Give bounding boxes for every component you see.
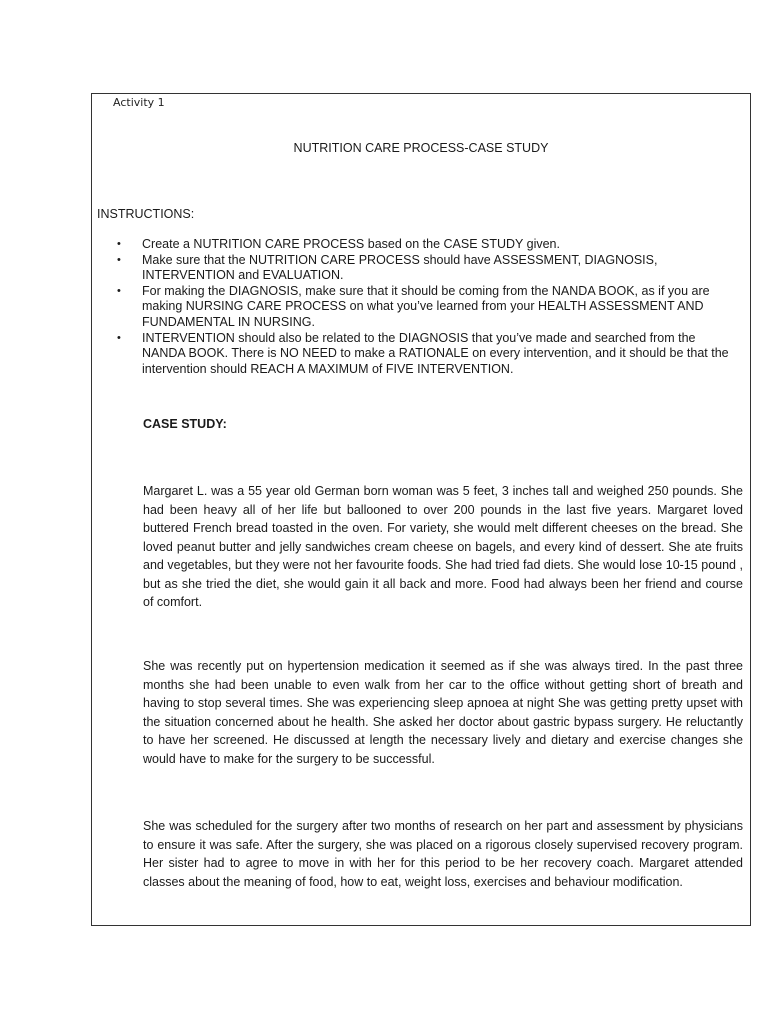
instruction-item xyxy=(115,253,735,284)
instructions-heading: INSTRUCTIONS: xyxy=(97,207,195,221)
bullet-icon: • xyxy=(117,284,121,297)
activity-label: Activity 1 xyxy=(113,96,165,109)
instruction-item xyxy=(115,331,735,378)
case-paragraph-1: Margaret L. was a 55 year old German born woman was 5 feet, 3 inches tall and weighed 250 pounds. She had been heavy all of her life but ballooned to over 200 pounds in the last five years. Margaret loved buttered French bread toasted in the oven. For variety, she would melt different cheeses on the bread. She loved peanut butter and jelly sandwiches cream cheese on bagels, and every kind of dessert. She ate fruits and vegetables, but they were not her favourite foods. She had tried fad diets. She would lose 10-15 pound , but as she tried the diet, she would gain it all back and more. Food had always been her friend and course of comfort. xyxy=(143,484,743,609)
instruction-text: INTERVENTION should also be related to the DIAGNOSIS that you’ve made and searched from the NANDA BOOK. There is NO NEED to make a RATIONALE on every intervention, and it should be that the intervention should REACH A MAXIMUM of FIVE INTERVENTION. xyxy=(142,330,729,376)
document-title: NUTRITION CARE PROCESS-CASE STUDY xyxy=(293,141,549,155)
case-paragraph-3: She was scheduled for the surgery after two months of research on her part and assessment by physicians to ensure it was safe. After the surgery, she was placed on a rigorous closely supervised recovery program. Her sister had to agree to move in with her for this period to be her recovery coach. Margaret attended classes about the meaning of food, how to eat, weight loss, exercises and behaviour modification. xyxy=(143,819,743,889)
instruction-text: Create a NUTRITION CARE PROCESS based on the CASE STUDY given. xyxy=(142,237,560,251)
instruction-text: Make sure that the NUTRITION CARE PROCESS should have ASSESSMENT, DIAGNOSIS, INTERVENTION and EVALUATION. xyxy=(142,252,658,283)
instruction-item xyxy=(115,237,735,253)
case-paragraph-2: She was recently put on hypertension medication it seemed as if she was always tired. In the past three months she had been unable to even walk from her car to the office without getting short of breath and having to stop several times. She was experiencing sleep apnoea at night She was getting pretty upset with the situation concerned about he health. She asked her doctor about gastric bypass surgery. He reluctantly to have her screened. He discussed at length the necessary lively and dietary and exercise changes she would have to make for the surgery to be successful. xyxy=(143,659,743,766)
instruction-text: For making the DIAGNOSIS, make sure that it should be coming from the NANDA BOOK, as if you are making NURSING CARE PROCESS on what you’ve learned from your HEALTH ASSESSMENT AND FUNDAMENTAL IN NURSING. xyxy=(142,283,710,329)
instruction-list xyxy=(115,237,735,377)
instruction-item xyxy=(115,284,735,331)
bullet-icon: • xyxy=(117,253,121,266)
bullet-icon: • xyxy=(117,238,121,250)
bullet-icon: • xyxy=(117,331,121,344)
case-study-heading: CASE STUDY: xyxy=(143,417,227,431)
